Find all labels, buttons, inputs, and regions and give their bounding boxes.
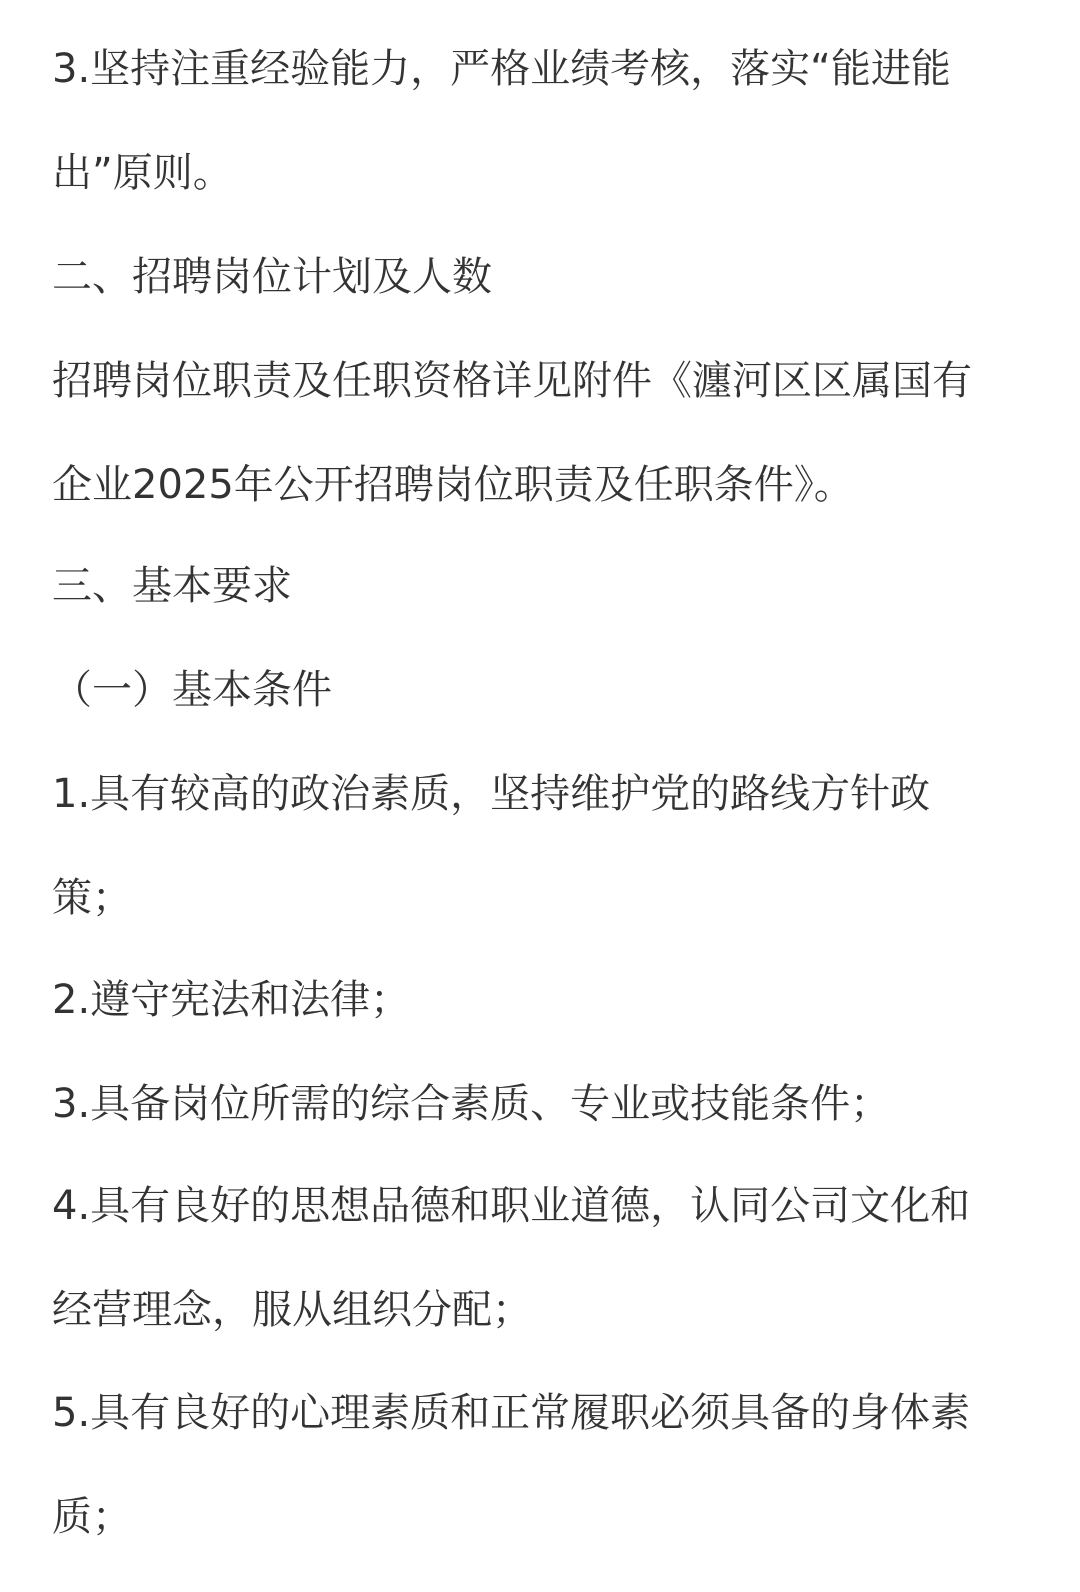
paragraph-line: 1.具有较高的政治素质，坚持维护党的路线方针政 <box>52 771 931 817</box>
paragraph-line: 质； <box>52 1494 132 1540</box>
paragraph-line: 企业2025年公开招聘岗位职责及任职条件》。 <box>52 462 854 508</box>
paragraph-line: 经营理念，服从组织分配； <box>52 1287 532 1333</box>
paragraph-line: 出”原则。 <box>52 150 233 196</box>
section-heading: 二、招聘岗位计划及人数 <box>52 254 492 300</box>
paragraph-line: 3.坚持注重经验能力，严格业绩考核，落实“能进能 <box>52 46 951 92</box>
section-heading: 三、基本要求 <box>52 563 292 609</box>
paragraph-line: 3.具备岗位所需的综合素质、专业或技能条件； <box>52 1081 891 1127</box>
paragraph-line: 策； <box>52 875 132 921</box>
paragraph-line: 5.具有良好的心理素质和正常履职必须具备的身体素 <box>52 1390 971 1436</box>
paragraph-line: 2.遵守宪法和法律； <box>52 977 411 1023</box>
paragraph-line: 4.具有良好的思想品德和职业道德，认同公司文化和 <box>52 1183 971 1229</box>
subsection-heading: （一）基本条件 <box>52 667 332 713</box>
paragraph-line: 招聘岗位职责及任职资格详见附件《瀍河区区属国有 <box>52 358 972 404</box>
